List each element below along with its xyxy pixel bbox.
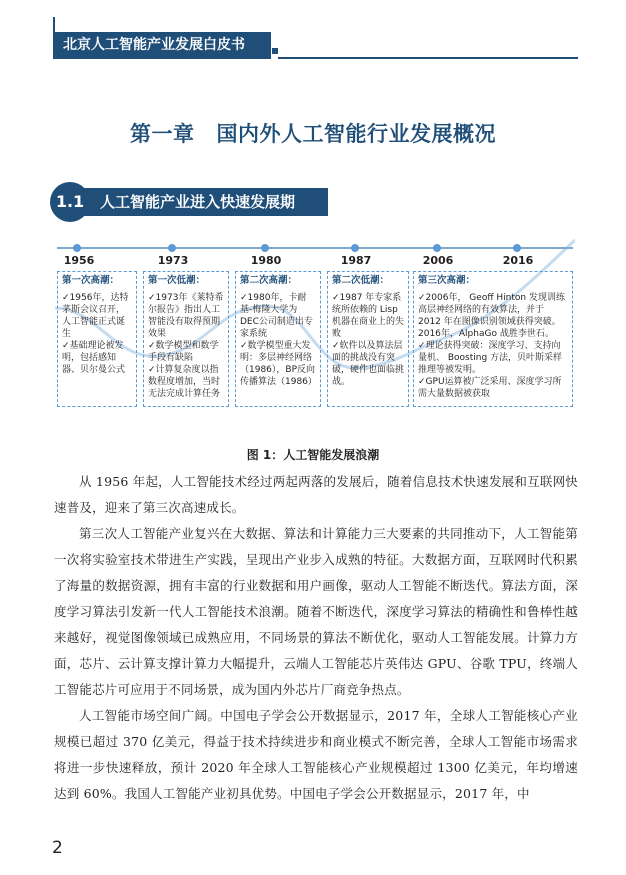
paragraph: 人工智能市场空间广阔。中国电子学会公开数据显示，2017 年，全球人工智能核心产业规模已超过 370 亿美元，得益于技术持续进步和商业模式不断完善，全球人工智能市场需求将进一步快速释放，预计 2020 年全球人工智能核心产业规模超过 1300 亿美元，年均增速达到 60%。我国人工智能产业初具优势。中国电子学会公开数据显示，2017 年，中 <box>54 708 578 801</box>
chapter-number: 第一章 <box>130 122 195 146</box>
box-item: ✓理论获得突破：深度学习、支持向量机、 Boosting 方法，贝叶斯采样推理等被发明。 <box>418 341 563 375</box>
body-text <box>54 469 578 807</box>
header-title: 北京人工智能产业发展白皮书 <box>53 32 271 59</box>
chapter-name: 国内外人工智能行业发展概况 <box>216 122 496 146</box>
page-number: 2 <box>52 838 63 858</box>
box-title: 第三次高潮： <box>418 275 476 286</box>
box-item: ✓1980年，卡耐基-梅隆大学为DEC公司制造出专家系统 <box>240 293 313 339</box>
box-item: ✓1987 年专家系统所依赖的 Lisp 机器在商业上的失败 <box>332 293 405 339</box>
timeline-year: 2016 <box>502 254 534 267</box>
paragraph: 从 1956 年起，人工智能技术经过两起两落的发展后，随着信息技术快速发展和互联网快速普及，迎来了第三次高速成长。 <box>54 474 578 515</box>
timeline-dot-1973 <box>168 244 176 252</box>
section-title: 人工智能产业进入快速发展期 <box>70 188 328 216</box>
header-rule-vertical <box>53 17 55 32</box>
timeline-box-second-low <box>327 271 409 407</box>
box-item: ✓1956年，达特茅斯会议召开，人工智能正式诞生 <box>62 293 129 339</box>
timeline-dot-1956 <box>73 244 81 252</box>
box-item: ✓计算复杂度以指数程度增加，当时无法完成计算任务 <box>148 365 221 399</box>
figure-caption: 图 1：人工智能发展浪潮 <box>246 448 380 462</box>
box-title: 第一次高潮： <box>62 275 120 286</box>
box-title: 第二次低潮： <box>332 275 390 286</box>
box-item: ✓1973年《莱特希尔报告》指出人工智能没有取得预期效果 <box>148 293 224 339</box>
timeline-year: 2006 <box>422 254 454 267</box>
header-square-marker <box>272 48 278 54</box>
box-item: ✓GPU运算被广泛采用、深度学习所需大量数据被获取 <box>418 377 562 399</box>
timeline-dot-1980 <box>261 244 269 252</box>
box-title: 第二次高潮： <box>240 275 298 286</box>
box-item: ✓数学模型重大发明：多层神经网络（1986），BP反向传播算法（1986） <box>240 341 317 387</box>
box-item: ✓软件以及算法层面的挑战没有突破，硬件也面临挑战。 <box>332 341 405 387</box>
box-item: ✓数学模型和数学手段有缺陷 <box>148 341 219 363</box>
section-number: 1.1 <box>50 182 90 222</box>
box-item: ✓2006年， Geoff Hinton 发现训练高层神经网络的有效算法，并于 2012 年在图像识别领域获得突破。2016年，AlphaGo 战胜李世石。 <box>418 293 565 339</box>
box-item: ✓基础理论被发明，包括感知器、贝尔曼公式 <box>62 341 126 375</box>
timeline-box-first-peak <box>57 271 137 407</box>
timeline-dot-1987 <box>351 244 359 252</box>
timeline-dot-2016 <box>513 244 521 252</box>
paragraph: 第三次人工智能产业复兴在大数据、算法和计算能力三大要素的共同推动下，人工智能第一次将实验室技术带进生产实践，呈现出产业步入成熟的特征。大数据方面，互联网时代积累了海量的数据资源，拥有丰富的行业数据和用户画像，驱动人工智能不断迭代。算法方面，深度学习算法引发新一代人工智能技术浪潮。随着不断迭代，深度学习算法的精确性和鲁棒性越来越好，视觉图像领域已成熟应用，不同场景的算法不断优化，驱动人工智能发展。计算力方面，芯片、云计算支撑计算力大幅提升，云端人工智能芯片英伟达 GPU、谷歌 TPU，终端人工智能芯片可应用于不同场景，成为国内外芯片厂商竞争热点。 <box>54 526 578 697</box>
timeline-box-second-peak <box>235 271 321 407</box>
timeline-year: 1973 <box>157 254 189 267</box>
timeline-year: 1980 <box>250 254 282 267</box>
box-title: 第一次低潮： <box>148 275 206 286</box>
timeline-dot-2006 <box>433 244 441 252</box>
timeline-box-third-peak <box>413 271 573 407</box>
chapter-title <box>0 118 626 148</box>
header-rule <box>278 57 578 59</box>
timeline-year: 1956 <box>63 254 95 267</box>
timeline-year: 1987 <box>340 254 372 267</box>
timeline-box-first-low <box>143 271 229 407</box>
timeline-figure <box>55 238 575 408</box>
